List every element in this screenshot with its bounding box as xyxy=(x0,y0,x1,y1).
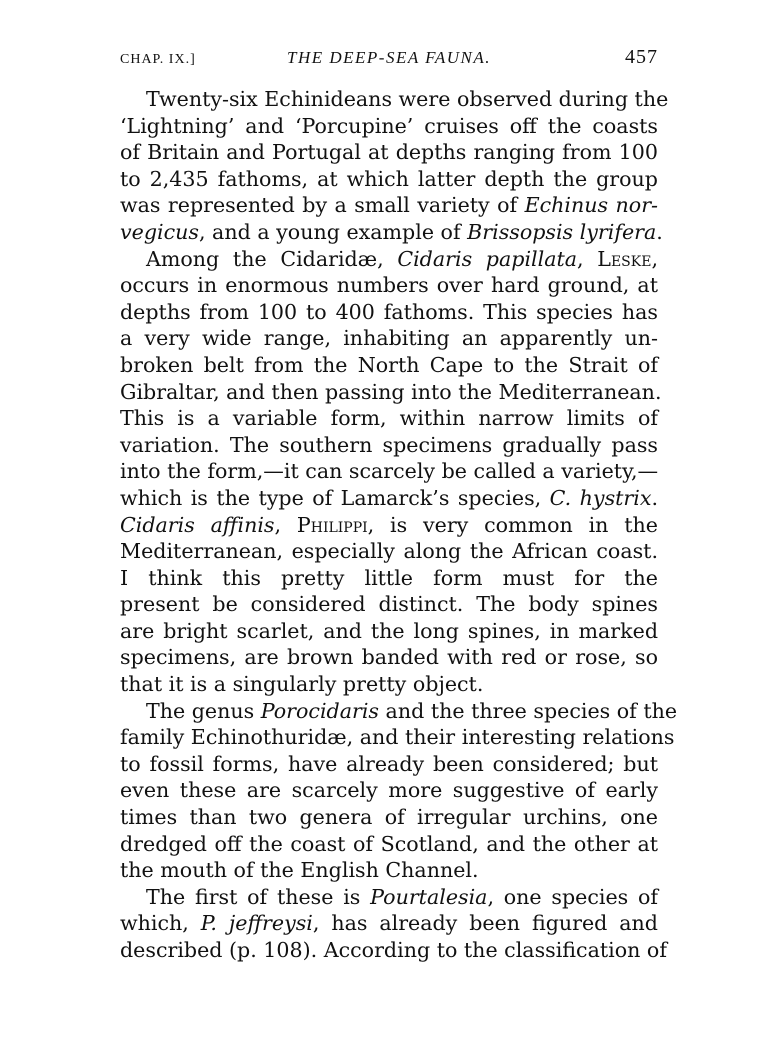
text-line: the mouth of the English Channel. xyxy=(120,858,479,883)
paragraph xyxy=(120,884,667,964)
text-line: The first of these is Pourtalesia, one species of xyxy=(146,884,659,909)
text-line: Cidaris affinis, Philippi, is very common in the xyxy=(120,512,658,537)
author-name: Philippi xyxy=(296,512,368,537)
text-line: specimens, are brown banded with red or rose, so xyxy=(120,645,658,670)
text-line: Twenty-six Echinideans were observed during the xyxy=(146,87,669,111)
italic-term: Cidaris papillata xyxy=(397,246,578,271)
text-line: to 2,435 fathoms, at which latter depth the group xyxy=(120,166,658,191)
text-line: which, P. jeffreysi, has already been figured and xyxy=(120,911,658,936)
italic-term: Echinus nor- xyxy=(524,193,658,218)
italic-term: Pourtalesia xyxy=(370,884,488,909)
text-line: variation. The southern specimens gradually pass xyxy=(120,432,658,457)
text-line: occurs in enormous numbers over hard ground, at xyxy=(120,273,658,298)
text-line: was represented by a small variety of Echinus nor- xyxy=(120,193,658,218)
text-line: times than two genera of irregular urchins, one xyxy=(120,805,658,830)
italic-term: Cidaris affinis xyxy=(120,512,275,537)
text-line: into the form,—it can scarcely be called a variety,— xyxy=(120,459,659,484)
text-line: of Britain and Portugal at depths ranging from 100 xyxy=(120,140,658,165)
text-line: a very wide range, inhabiting an apparently un- xyxy=(120,326,658,351)
text-line: described (p. 108). According to the classification of xyxy=(120,938,667,962)
running-header xyxy=(120,44,658,74)
text-line: I think this pretty little form must for the xyxy=(120,565,658,590)
text-line: which is the type of Lamarck’s species, C. hystrix. xyxy=(120,485,659,510)
italic-term: vegicus xyxy=(120,219,199,244)
text-line: The genus Porocidaris and the three species of the xyxy=(146,698,678,723)
text-line: that it is a singularly pretty object. xyxy=(120,672,484,697)
text-line: are bright scarlet, and the long spines, in marked xyxy=(120,618,658,643)
italic-term: P. jeffreysi xyxy=(200,911,313,936)
text-line: This is a variable form, within narrow limits of xyxy=(120,406,658,431)
italic-term: C. hystrix xyxy=(549,485,652,510)
text-line: depths from 100 to 400 fathoms. This species has xyxy=(120,299,658,324)
body-text xyxy=(120,86,678,964)
text-line: ‘Lightning’ and ‘Porcupine’ cruises off the coasts xyxy=(120,113,658,138)
italic-term: Porocidaris xyxy=(260,698,379,723)
paragraph xyxy=(120,698,678,884)
paragraph xyxy=(120,246,662,698)
text-line: dredged off the coast of Scotland, and the other at xyxy=(120,831,658,856)
text-line: Among the Cidaridæ, Cidaris papillata, Leske, xyxy=(146,246,658,271)
page-number: 457 xyxy=(625,46,658,68)
text-line: family Echinothuridæ, and their interesting relations xyxy=(120,725,675,750)
text-line: to fossil forms, have already been considered; but xyxy=(120,751,658,776)
paragraph xyxy=(120,86,669,246)
italic-term: Brissopsis lyrifera xyxy=(467,219,657,244)
running-title: THE DEEP-SEA FAUNA. xyxy=(287,48,491,67)
text-line: vegicus, and a young example of Brissopsis lyrifera. xyxy=(120,219,663,244)
text-line: Gibraltar, and then passing into the Mediterranean. xyxy=(120,379,662,404)
author-name: Leske xyxy=(597,246,652,271)
text-line: Mediterranean, especially along the African coast. xyxy=(120,539,658,564)
text-line: even these are scarcely more suggestive of early xyxy=(120,778,658,803)
chapter-label: CHAP. IX.] xyxy=(120,52,196,67)
text-line: broken belt from the North Cape to the Strait of xyxy=(120,352,658,377)
text-line: present be considered distinct. The body spines xyxy=(120,592,658,617)
